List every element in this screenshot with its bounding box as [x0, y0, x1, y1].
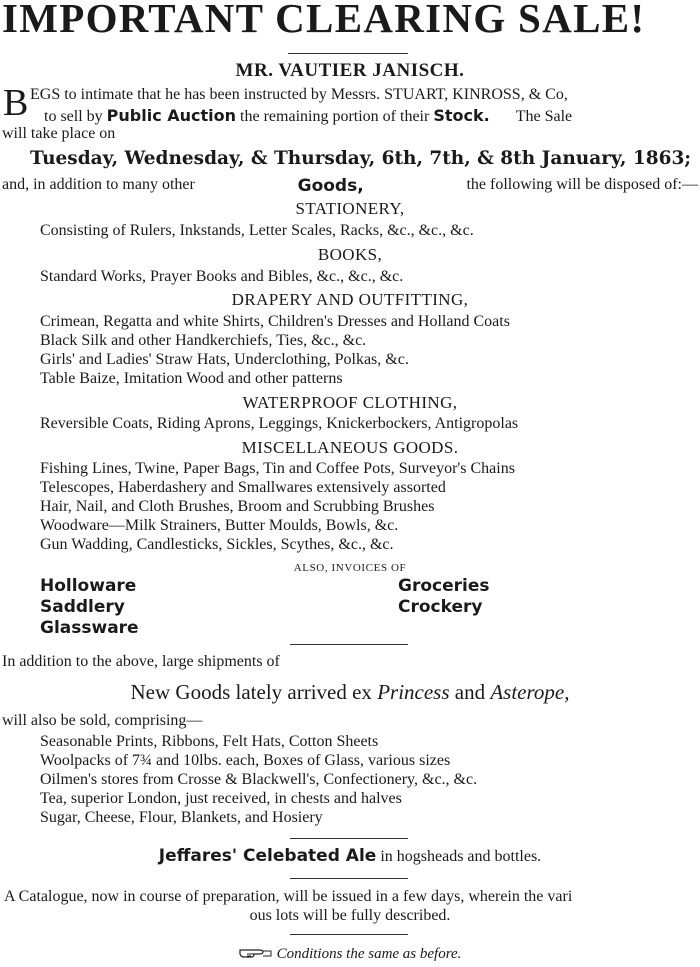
divider — [290, 838, 408, 839]
catalogue-line-2: ous lots will be fully described. — [249, 907, 451, 924]
ale-rest: in hogsheads and bottles. — [380, 848, 542, 865]
drapery-item: Crimean, Regatta and white Shirts, Children's Dresses and Holland Coats — [40, 313, 510, 330]
invoice-item: Groceries — [398, 576, 490, 596]
other-goods-line — [2, 176, 698, 196]
sale-dates: Tuesday, Wednesday, & Thursday, 6th, 7th, & 8th January, 1863; — [30, 148, 692, 169]
catalogue-line-1: A Catalogue, now in course of preparation, will be issued in a few days, wherein the vari — [4, 888, 573, 905]
new-goods-and: and — [454, 680, 486, 704]
other-goods-post: the following will be disposed of:— — [466, 176, 698, 193]
conditions-line — [0, 945, 700, 964]
ale-line — [0, 846, 700, 866]
drapery-item: Table Baize, Imitation Wood and other patterns — [40, 370, 343, 387]
misc-item: Fishing Lines, Twine, Paper Bags, Tin and Coffee Pots, Surveyor's Chains — [40, 460, 515, 477]
intro-line-2 — [44, 106, 700, 126]
new-goods-pre: New Goods lately arrived ex — [130, 680, 372, 704]
shipments-intro: In addition to the above, large shipments of — [2, 653, 280, 670]
misc-heading: MISCELLANEOUS GOODS. — [241, 438, 459, 457]
invoice-item: Glassware — [40, 618, 139, 638]
misc-item: Woodware—Milk Strainers, Butter Moulds, Bowls, &c. — [40, 517, 399, 534]
waterproof-item: Reversible Coats, Riding Aprons, Leggings, Knickerbockers, Antigropolas — [40, 415, 519, 432]
pointing-hand-icon — [239, 945, 273, 964]
misc-item: Hair, Nail, and Cloth Brushes, Broom and Scrubbing Brushes — [40, 498, 435, 515]
waterproof-heading: WATERPROOF CLOTHING, — [242, 393, 458, 412]
invoice-item: Holloware — [40, 576, 137, 596]
intro-line-3: will take place on — [2, 125, 116, 142]
intro-line-2-post: The Sale — [515, 108, 573, 125]
invoice-item: Saddlery — [40, 597, 125, 617]
public-auction-text: Public Auction — [106, 106, 237, 125]
new-goods-item: Seasonable Prints, Ribbons, Felt Hats, Cotton Sheets — [40, 733, 379, 750]
drapery-item: Girls' and Ladies' Straw Hats, Underclothing, Polkas, &c. — [40, 351, 409, 368]
ship-name: Princess — [377, 680, 450, 704]
auctioneer-name: MR. VAUTIER JANISCH. — [235, 60, 465, 81]
new-goods-item: Oilmen's stores from Crosse & Blackwell's, Confectionery, &c., &c. — [40, 771, 478, 788]
goods-text: Goods, — [297, 176, 364, 196]
divider — [290, 934, 408, 935]
intro-line-1-text: EGS to intimate that he has been instructed by Messrs. STUART, KINROSS, & Co, — [30, 86, 568, 103]
drop-cap: B — [3, 82, 29, 124]
misc-item: Gun Wadding, Candlesticks, Sickles, Scythes, &c., &c. — [40, 536, 394, 553]
books-item: Standard Works, Prayer Books and Bibles, &c., &c., &c. — [40, 268, 404, 285]
ship-name: Asterope, — [490, 680, 570, 704]
intro-line-2-pre: to sell by — [44, 108, 103, 125]
conditions-text: Conditions the same as before. — [276, 945, 462, 962]
intro-line-2-mid: the remaining portion of their — [240, 108, 430, 125]
other-goods-pre: and, in addition to many other — [2, 176, 195, 193]
stationery-item: Consisting of Rulers, Inkstands, Letter Scales, Racks, &c., &c., &c. — [40, 222, 474, 239]
stock-text: Stock. — [433, 106, 490, 125]
stationery-heading: STATIONERY, — [295, 199, 405, 218]
drapery-item: Black Silk and other Handkerchiefs, Ties, &c., &c. — [40, 332, 367, 349]
books-heading: BOOKS, — [317, 245, 383, 264]
divider — [288, 53, 408, 54]
drapery-heading: DRAPERY AND OUTFITTING, — [231, 290, 469, 309]
divider — [290, 644, 408, 645]
ale-name: Jeffares' Celebated Ale — [158, 846, 377, 866]
new-goods-title — [0, 680, 700, 705]
new-goods-item: Woolpacks of 7¾ and 10lbs. each, Boxes of Glass, various sizes — [40, 752, 451, 769]
divider — [290, 878, 408, 879]
invoice-item: Crockery — [398, 597, 483, 617]
invoices-heading: ALSO, INVOICES OF — [293, 562, 407, 574]
misc-item: Telescopes, Haberdashery and Smallwares extensively assorted — [40, 479, 446, 496]
headline: IMPORTANT CLEARING SALE! — [2, 0, 646, 41]
new-goods-item: Sugar, Cheese, Flour, Blankets, and Hosiery — [40, 809, 323, 826]
new-goods-item: Tea, superior London, just received, in chests and halves — [40, 790, 402, 807]
comprising-line: will also be sold, comprising— — [2, 712, 203, 729]
intro-line-1 — [30, 86, 568, 104]
